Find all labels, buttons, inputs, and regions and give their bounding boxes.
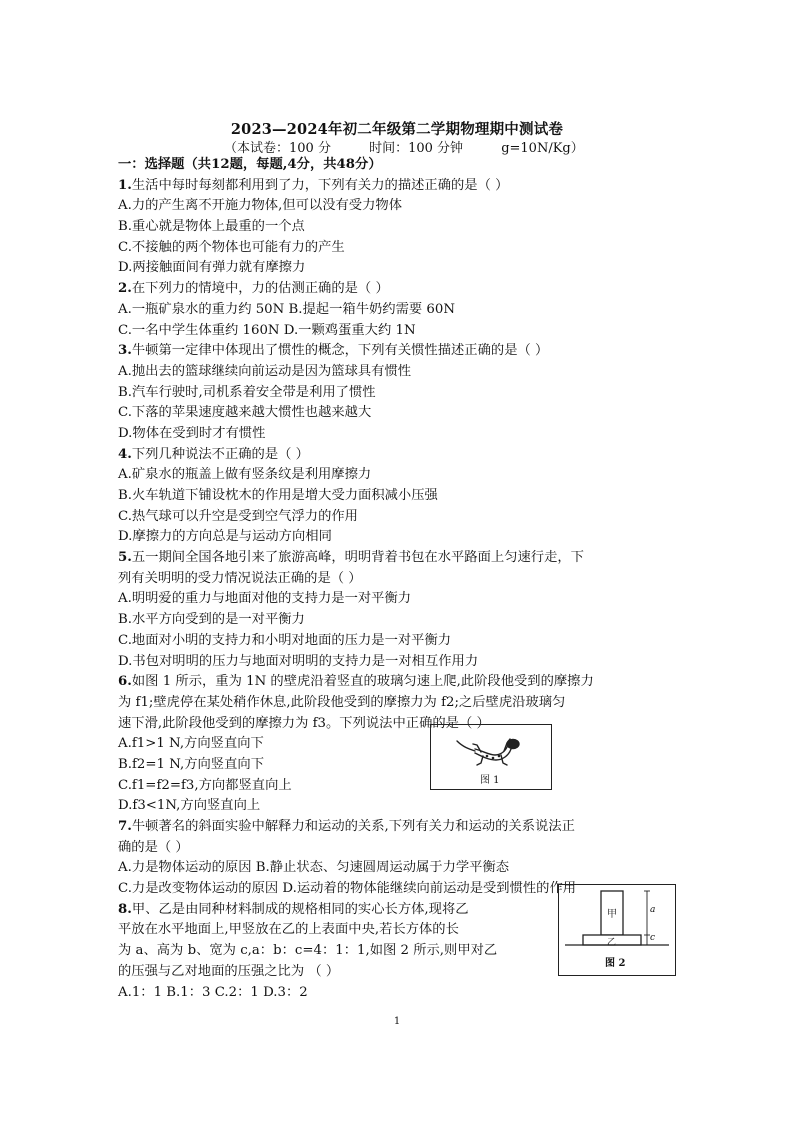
text-line — [118, 796, 678, 817]
line-text: D.摩擦力的方向总是与运动方向相同 — [118, 529, 332, 545]
section-heading — [118, 155, 678, 176]
line-text: A.抛出去的篮球继续向前运动是因为篮球具有惯性 — [118, 363, 412, 379]
exam-title: 2023—2024年初二年级第二学期物理期中测试卷 — [230, 121, 564, 138]
figure-1 — [430, 724, 552, 790]
text-line — [118, 465, 678, 486]
line-text: D.f3<1N,方向竖直向上 — [118, 798, 261, 814]
question-stem — [118, 176, 678, 197]
exam-info — [224, 137, 618, 156]
text-line — [118, 507, 678, 528]
line-text: 确的是（ ） — [118, 839, 189, 855]
line-text: C.不接触的两个物体也可能有力的产生 — [118, 239, 345, 255]
line-text: B.水平方向受到的是一对平衡力 — [118, 612, 305, 628]
question-number: 5. — [118, 550, 132, 566]
line-text: 牛顿著名的斜面实验中解释力和运动的关系,下列有关力和运动的关系说法正 — [131, 819, 575, 834]
line-text: C.f1=f2=f3,方向都竖直向上 — [118, 777, 292, 793]
text-line — [118, 383, 678, 404]
text-line — [118, 486, 678, 507]
line-text: C.一名中学生体重约 160N D.一颗鸡蛋重大约 1N — [118, 322, 416, 338]
line-text: A.一瓶矿泉水的重力约 50N B.提起一箱牛奶约需要 60N — [118, 301, 455, 317]
line-text: B.重心就是物体上最重的一个点 — [118, 219, 305, 235]
question-stem — [118, 279, 678, 300]
question-number: 8. — [118, 901, 132, 917]
line-text: 生活中每时每刻都利用到了力，下列有关力的描述正确的是（ ） — [131, 177, 509, 193]
line-text: B.汽车行驶时,司机系着安全带是利用了惯性 — [118, 384, 376, 400]
text-line — [118, 776, 678, 797]
line-text: C.热气球可以升空是受到空气浮力的作用 — [118, 508, 358, 524]
text-line — [118, 300, 678, 321]
line-text: 一：选择题（共12题，每题,4分，共48分） — [118, 157, 382, 172]
line-text: 为 f1;壁虎停在某处稍作休息,此阶段他受到的摩擦力为 f2;之后壁虎沿玻璃匀 — [118, 694, 566, 710]
exam-score: （本试卷：100 分 — [224, 141, 331, 156]
question-stem — [118, 817, 678, 838]
line-text: 五一期间全国各地引来了旅游高峰，明明背着书包在水平路面上匀速行走，下 — [131, 550, 584, 566]
question-stem — [118, 445, 678, 466]
text-line — [118, 403, 678, 424]
text-line — [118, 693, 678, 714]
question-stem — [118, 548, 678, 569]
gravity-constant: g=10N/Kg） — [501, 141, 584, 156]
question-list — [118, 155, 678, 1003]
line-text: A.明明爱的重力与地面对他的支持力是一对平衡力 — [118, 591, 412, 607]
text-line — [118, 569, 678, 590]
line-text: A.f1>1 N,方向竖直向下 — [118, 736, 264, 752]
line-text: B.火车轨道下铺设枕木的作用是增大受力面积减小压强 — [118, 488, 438, 503]
line-text: C.下落的苹果速度越来越大惯性也越来越大 — [118, 405, 372, 421]
text-line — [118, 321, 678, 342]
question-number: 6. — [118, 674, 132, 690]
line-text: 平放在水平地面上,甲竖放在乙的上表面中央,若长方体的长 — [118, 922, 459, 938]
text-line — [118, 714, 678, 735]
line-text: A.矿泉水的瓶盖上做有竖条纹是利用摩擦力 — [118, 467, 372, 483]
line-text: 列有关明明的受力情况说法正确的是（ ） — [118, 570, 362, 586]
question-number: 7. — [118, 819, 132, 834]
line-text: 速下滑,此阶段他受到的摩擦力为 f3。下列说法中正确的是（ ） — [118, 715, 490, 731]
line-text: 如图 1 所示，重为 1N 的壁虎沿着竖直的玻璃匀速上爬,此阶段他受到的摩擦力 — [131, 674, 594, 690]
text-line — [118, 755, 678, 776]
question-stem — [118, 672, 678, 693]
question-number: 4. — [118, 446, 132, 462]
figure-1-caption: 图 1 — [480, 775, 500, 786]
line-text: C.地面对小明的支持力和小明对地面的压力是一对平衡力 — [118, 632, 452, 648]
line-text: D.书包对明明的压力与地面对明明的支持力是一对相互作用力 — [118, 653, 479, 669]
text-line — [118, 527, 678, 548]
text-line — [118, 258, 678, 279]
figure-2-caption: 图 2 — [605, 958, 626, 969]
dimension-c-label: c — [650, 933, 656, 943]
question-number: 3. — [118, 343, 132, 359]
text-line — [118, 362, 678, 383]
line-text: B.f2=1 N,方向竖直向下 — [118, 756, 264, 772]
question-number: 1. — [118, 177, 132, 193]
line-text: 的压强与乙对地面的压强之比为 （ ） — [118, 963, 340, 979]
line-text: A.1：1 B.1：3 C.2：1 D.3：2 — [118, 984, 308, 1000]
text-line — [118, 196, 678, 217]
figure-2 — [558, 884, 676, 976]
text-line — [118, 238, 678, 259]
block-jia-label: 甲 — [607, 909, 617, 920]
question-number: 2. — [118, 281, 132, 297]
line-text: D.两接触面间有弹力就有摩擦力 — [118, 260, 306, 276]
block-yi-label: 乙 — [607, 938, 617, 948]
line-text: A.力的产生离不开施力物体,但可以没有受力物体 — [118, 198, 402, 214]
question-stem — [118, 341, 678, 362]
line-text: 在下列力的情境中，力的估测正确的是（ ） — [131, 281, 389, 297]
line-text: D.物体在受到时才有惯性 — [118, 425, 266, 441]
text-line — [118, 631, 678, 652]
page-number: 1 — [393, 1016, 401, 1027]
text-line — [118, 838, 678, 859]
dimension-a-label: a — [650, 905, 656, 915]
text-line — [118, 217, 678, 238]
text-line — [118, 589, 678, 610]
line-text: 牛顿第一定律中体现出了惯性的概念，下列有关惯性描述正确的是（ ） — [131, 343, 549, 359]
line-text: 甲、乙是由同种材料制成的规格相同的实心长方体,现将乙 — [131, 901, 469, 917]
line-text: A.力是物体运动的原因 B.静止状态、匀速圆周运动属于力学平衡态 — [118, 860, 510, 876]
text-line — [118, 858, 678, 879]
line-text: 下列几种说法不正确的是（ ） — [131, 446, 309, 462]
text-line — [118, 983, 678, 1004]
exam-time: 时间：100 分钟 — [369, 141, 464, 156]
line-text: C.力是改变物体运动的原因 D.运动着的物体能继续向前运动是受到惯性的作用 — [118, 881, 577, 897]
text-line — [118, 610, 678, 631]
text-line — [118, 424, 678, 445]
line-text: 为 a、高为 b、宽为 c,a：b：c=4：1：1,如图 2 所示,则甲对乙 — [118, 943, 498, 959]
text-line — [118, 652, 678, 673]
text-line — [118, 734, 678, 755]
